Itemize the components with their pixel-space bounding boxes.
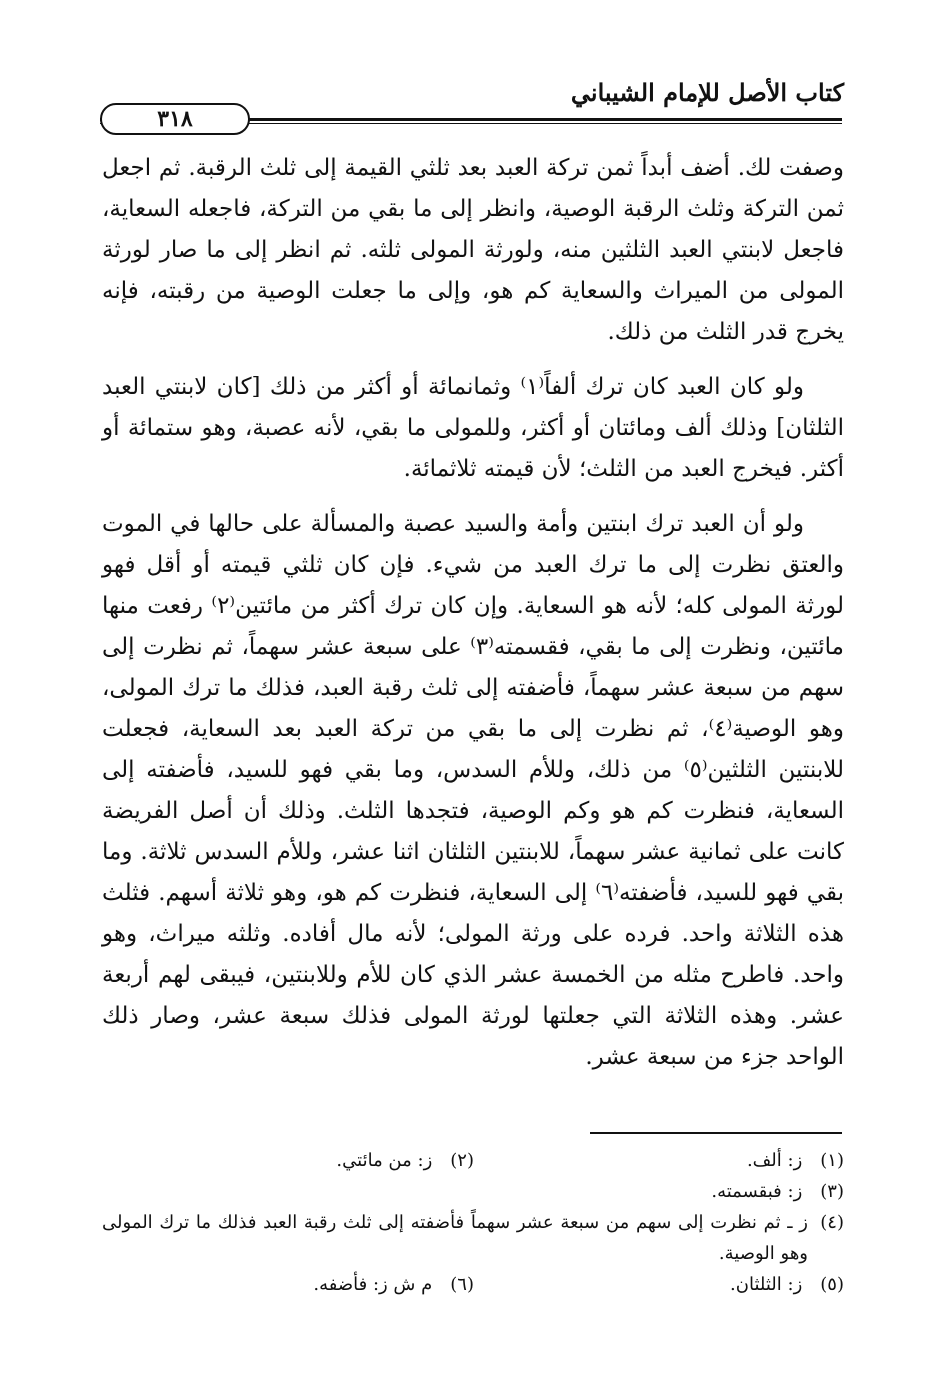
footnote-row-1	[102, 1145, 844, 1176]
footnote-text: ز: الثلثان.	[730, 1274, 803, 1295]
paragraph-3: ولو أن العبد ترك ابنتين وأمة والسيد عصبة والمسألة على حالها في الموت والعتق نظرت إلى ما ترك العبد من شيء. فإن كان ثلثي قيمته أو أقل فهو لورثة المولى كله؛ لأنه هو السعاية. وإن كان ترك أكثر من مائتين⁽٢⁾ رفعت منها مائتين، ونظرت إلى ما بقي، فقسمته⁽٣⁾ على سبعة عشر سهماً، ثم نظرت إلى سهم من سبعة عشر سهماً، فأضفته إلى ثلث رقبة العبد، فذلك ما ترك المولى، وهو الوصية⁽٤⁾، ثم نظرت إلى ما بقي من تركة العبد بعد السعاية، فجعلت للابنتين الثلثين⁽٥⁾ من ذلك، وللأم السدس، وما بقي فهو للسيد، فأضفته إلى السعاية، فنظرت كم هو وكم الوصية، فتجدها الثلث. وذلك أن أصل الفريضة كانت على ثمانية عشر سهماً، للابنتين الثلثان اثنا عشر، وللأم السدس ثلاثة. وما بقي فهو للسيد، فأضفته⁽٦⁾ إلى السعاية، فنظرت كم هو، وهو ثلاثة أسهم. فثلث هذه الثلاثة واحد. فرده على ورثة المولى؛ لأنه مال أفاده. وثلثه ميراث، وهو واحد. فاطرح مثله من الخمسة عشر الذي كان للأم وللابنتين، فيبقى لهم أربعة عشر. وهذه الثلاثة التي جعلتها لورثة المولى فذلك سبعة عشر، وصار ذلك الواحد جزء من سبعة عشر.	[102, 511, 844, 1070]
footnote-separator	[590, 1132, 842, 1134]
footnotes	[102, 1145, 844, 1300]
footnote-text: م ش ز: فأضفه.	[313, 1274, 433, 1295]
page-number: ٣١٨	[100, 103, 250, 135]
footnote-text: ز: من مائتي.	[336, 1150, 433, 1171]
footnote-text: ز ـ ثم نظرت إلى سهم من سبعة عشر سهماً فأضفته إلى ثلث رقبة العبد فذلك ما ترك المولى وهو الوصية.	[102, 1212, 808, 1264]
footnote-2	[104, 1145, 474, 1176]
footnote-row-2	[102, 1176, 844, 1207]
footnote-5	[474, 1269, 844, 1300]
paragraph-2: ولو كان العبد كان ترك ألفاً⁽١⁾ وثمانمائة أو أكثر من ذلك [كان لابنتي العبد الثلثان] وذلك ألف ومائتان أو أكثر، وللمولى ما بقي، لأنه عصبة، وهو ستمائة أو أكثر. فيخرج العبد من الثلث؛ لأن قيمته ثلاثمائة.	[102, 374, 844, 482]
footnote-6	[104, 1269, 474, 1300]
footnote-3	[474, 1176, 844, 1207]
footnote-number: (٥)	[820, 1274, 844, 1295]
footnote-row-4	[102, 1269, 844, 1300]
footnote-4	[102, 1207, 844, 1269]
footnote-1	[474, 1145, 844, 1176]
paragraph-1: وصفت لك. أضف أبداً ثمن تركة العبد بعد ثلثي القيمة إلى ثلث الرقبة. ثم اجعل ثمن التركة وثلث الرقبة الوصية، وانظر إلى ما بقي من التركة، فاجعله السعاية، فاجعل لابنتي العبد الثلثين منه، ولورثة المولى ثلثه. ثم انظر إلى ما صار لورثة المولى من الميراث والسعاية كم هو، وإلى ما جعلت الوصية من رقبته، فإنه يخرج قدر الثلث من ذلك.	[102, 155, 844, 345]
footnote-number: (٤)	[820, 1212, 844, 1233]
running-title: كتاب الأصل للإمام الشيباني	[570, 78, 844, 107]
footnote-number: (٣)	[820, 1181, 844, 1202]
main-text	[102, 148, 844, 1092]
footnote-number: (١)	[820, 1150, 844, 1171]
footnote-number: (٦)	[450, 1274, 474, 1295]
footnote-number: (٢)	[450, 1150, 474, 1171]
footnote-text: ز: ألف.	[746, 1150, 803, 1171]
footnote-text: ز: فبقسمته.	[711, 1181, 803, 1202]
